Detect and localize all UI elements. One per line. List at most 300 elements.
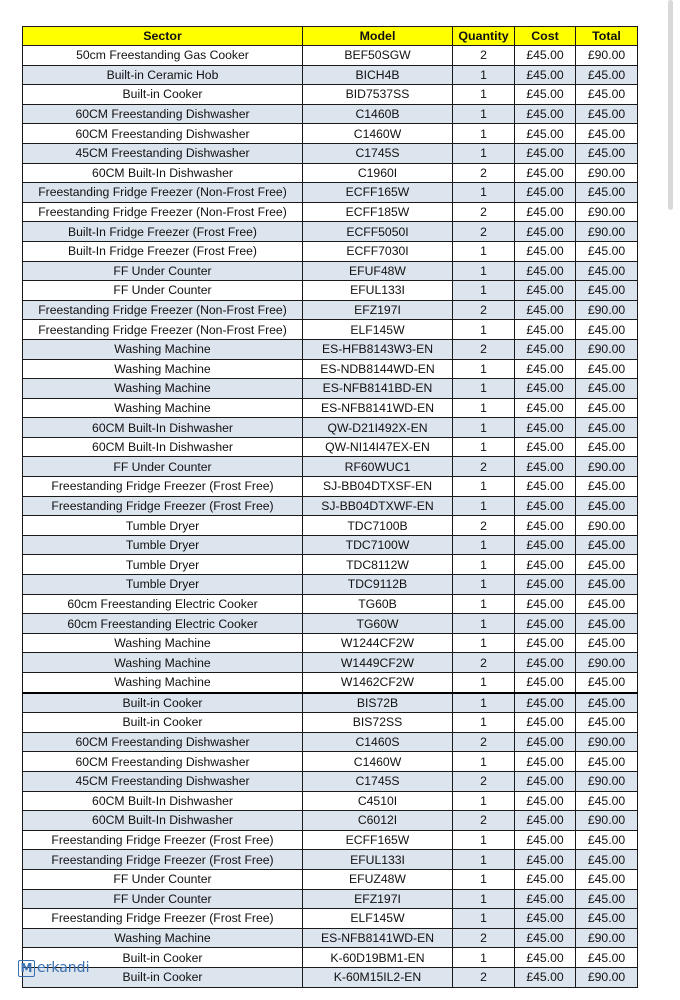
- cell-total: £45.00: [576, 713, 638, 733]
- inventory-table: [22, 26, 638, 988]
- table-row: [23, 633, 638, 653]
- cell-sector: Washing Machine: [23, 359, 303, 379]
- cell-total: £45.00: [576, 477, 638, 497]
- cell-quantity: 1: [453, 633, 515, 653]
- cell-sector: Washing Machine: [23, 928, 303, 948]
- cell-sector: Freestanding Fridge Freezer (Frost Free): [23, 830, 303, 850]
- cell-quantity: 2: [453, 928, 515, 948]
- cell-total: £45.00: [576, 575, 638, 595]
- cell-sector: Washing Machine: [23, 673, 303, 693]
- cell-model: ES-NFB8141BD-EN: [303, 379, 453, 399]
- table-row: [23, 143, 638, 163]
- cell-quantity: 1: [453, 869, 515, 889]
- table-row: [23, 713, 638, 733]
- table-row: [23, 535, 638, 555]
- cell-sector: 60CM Built-In Dishwasher: [23, 163, 303, 183]
- cell-cost: £45.00: [515, 222, 576, 242]
- cell-cost: £45.00: [515, 850, 576, 870]
- cell-total: £90.00: [576, 457, 638, 477]
- cell-sector: Washing Machine: [23, 379, 303, 399]
- table-row: [23, 379, 638, 399]
- table-row: [23, 575, 638, 595]
- cell-sector: Tumble Dryer: [23, 555, 303, 575]
- cell-cost: £45.00: [515, 791, 576, 811]
- cell-model: TDC7100W: [303, 535, 453, 555]
- table-row: [23, 811, 638, 831]
- table-row: [23, 104, 638, 124]
- cell-cost: £45.00: [515, 320, 576, 340]
- cell-cost: £45.00: [515, 575, 576, 595]
- cell-cost: £45.00: [515, 241, 576, 261]
- header-model: Model: [303, 27, 453, 46]
- cell-model: ECFF5050I: [303, 222, 453, 242]
- cell-cost: £45.00: [515, 594, 576, 614]
- cell-cost: £45.00: [515, 398, 576, 418]
- cell-model: K-60D19BM1-EN: [303, 948, 453, 968]
- table-row: [23, 398, 638, 418]
- cell-total: £90.00: [576, 811, 638, 831]
- cell-total: £90.00: [576, 732, 638, 752]
- table-row: [23, 124, 638, 144]
- cell-total: £45.00: [576, 830, 638, 850]
- cell-quantity: 1: [453, 555, 515, 575]
- header-total: Total: [576, 27, 638, 46]
- cell-quantity: 1: [453, 359, 515, 379]
- cell-total: £45.00: [576, 65, 638, 85]
- cell-total: £45.00: [576, 889, 638, 909]
- table-body: [23, 46, 638, 988]
- cell-total: £45.00: [576, 359, 638, 379]
- table-row: [23, 85, 638, 105]
- cell-sector: 60CM Built-In Dishwasher: [23, 437, 303, 457]
- cell-sector: FF Under Counter: [23, 869, 303, 889]
- cell-total: £90.00: [576, 516, 638, 536]
- cell-cost: £45.00: [515, 65, 576, 85]
- cell-quantity: 1: [453, 791, 515, 811]
- cell-quantity: 1: [453, 850, 515, 870]
- cell-model: BEF50SGW: [303, 46, 453, 66]
- cell-quantity: 2: [453, 732, 515, 752]
- cell-quantity: 1: [453, 535, 515, 555]
- cell-model: BID7537SS: [303, 85, 453, 105]
- cell-sector: Tumble Dryer: [23, 575, 303, 595]
- cell-quantity: 1: [453, 693, 515, 713]
- cell-cost: £45.00: [515, 359, 576, 379]
- cell-total: £45.00: [576, 124, 638, 144]
- table-row: [23, 202, 638, 222]
- cell-cost: £45.00: [515, 261, 576, 281]
- merkandi-watermark: [18, 958, 89, 978]
- cell-cost: £45.00: [515, 85, 576, 105]
- cell-model: EFZ197I: [303, 889, 453, 909]
- cell-model: C1460B: [303, 104, 453, 124]
- cell-total: £45.00: [576, 909, 638, 929]
- cell-quantity: 1: [453, 614, 515, 634]
- table-row: [23, 967, 638, 987]
- cell-sector: 60CM Built-In Dishwasher: [23, 791, 303, 811]
- cell-model: ECFF185W: [303, 202, 453, 222]
- table-row: [23, 359, 638, 379]
- cell-model: ES-NFB8141WD-EN: [303, 928, 453, 948]
- cell-total: £45.00: [576, 241, 638, 261]
- cell-sector: Freestanding Fridge Freezer (Frost Free): [23, 850, 303, 870]
- cell-total: £45.00: [576, 850, 638, 870]
- cell-quantity: 2: [453, 300, 515, 320]
- cell-sector: Built-In Fridge Freezer (Frost Free): [23, 222, 303, 242]
- cell-cost: £45.00: [515, 339, 576, 359]
- cell-cost: £45.00: [515, 457, 576, 477]
- cell-model: C1460W: [303, 752, 453, 772]
- cell-sector: 45CM Freestanding Dishwasher: [23, 771, 303, 791]
- cell-total: £45.00: [576, 143, 638, 163]
- cell-total: £45.00: [576, 535, 638, 555]
- cell-sector: Freestanding Fridge Freezer (Frost Free): [23, 496, 303, 516]
- cell-cost: £45.00: [515, 633, 576, 653]
- cell-model: TG60W: [303, 614, 453, 634]
- cell-cost: £45.00: [515, 124, 576, 144]
- cell-cost: £45.00: [515, 614, 576, 634]
- cell-model: QW-D21I492X-EN: [303, 418, 453, 438]
- cell-quantity: 1: [453, 124, 515, 144]
- cell-total: £45.00: [576, 261, 638, 281]
- cell-quantity: 1: [453, 496, 515, 516]
- cell-cost: £45.00: [515, 928, 576, 948]
- table-row: [23, 300, 638, 320]
- cell-cost: £45.00: [515, 889, 576, 909]
- cell-cost: £45.00: [515, 732, 576, 752]
- cell-cost: £45.00: [515, 477, 576, 497]
- cell-sector: 60cm Freestanding Electric Cooker: [23, 614, 303, 634]
- cell-sector: Freestanding Fridge Freezer (Non-Frost Free): [23, 320, 303, 340]
- table-row: [23, 555, 638, 575]
- cell-sector: 60CM Freestanding Dishwasher: [23, 752, 303, 772]
- cell-total: £90.00: [576, 46, 638, 66]
- cell-total: £45.00: [576, 418, 638, 438]
- cell-model: EFUF48W: [303, 261, 453, 281]
- table-row: [23, 457, 638, 477]
- cell-sector: Freestanding Fridge Freezer (Non-Frost Free): [23, 300, 303, 320]
- cell-quantity: 1: [453, 85, 515, 105]
- cell-total: £45.00: [576, 614, 638, 634]
- cell-total: £45.00: [576, 379, 638, 399]
- cell-cost: £45.00: [515, 555, 576, 575]
- table-row: [23, 281, 638, 301]
- table-row: [23, 222, 638, 242]
- cell-total: £45.00: [576, 281, 638, 301]
- cell-cost: £45.00: [515, 948, 576, 968]
- vertical-scrollbar[interactable]: [668, 0, 673, 210]
- cell-total: £45.00: [576, 320, 638, 340]
- cell-total: £45.00: [576, 633, 638, 653]
- cell-sector: Washing Machine: [23, 633, 303, 653]
- cell-cost: £45.00: [515, 46, 576, 66]
- cell-model: ECFF7030I: [303, 241, 453, 261]
- cell-total: £45.00: [576, 104, 638, 124]
- cell-sector: 50cm Freestanding Gas Cooker: [23, 46, 303, 66]
- cell-model: ES-HFB8143W3-EN: [303, 339, 453, 359]
- cell-total: £45.00: [576, 496, 638, 516]
- cell-cost: £45.00: [515, 909, 576, 929]
- cell-model: TDC9112B: [303, 575, 453, 595]
- table-row: [23, 771, 638, 791]
- cell-quantity: 1: [453, 241, 515, 261]
- cell-model: ECFF165W: [303, 183, 453, 203]
- table-row: [23, 320, 638, 340]
- cell-cost: £45.00: [515, 300, 576, 320]
- cell-model: C1960I: [303, 163, 453, 183]
- table-row: [23, 693, 638, 713]
- cell-quantity: 2: [453, 222, 515, 242]
- cell-total: £45.00: [576, 85, 638, 105]
- cell-model: SJ-BB04DTXWF-EN: [303, 496, 453, 516]
- cell-quantity: 1: [453, 673, 515, 693]
- cell-total: £45.00: [576, 437, 638, 457]
- cell-quantity: 1: [453, 752, 515, 772]
- cell-total: £45.00: [576, 594, 638, 614]
- cell-sector: FF Under Counter: [23, 281, 303, 301]
- cell-cost: £45.00: [515, 811, 576, 831]
- table-row: [23, 516, 638, 536]
- cell-cost: £45.00: [515, 693, 576, 713]
- merkandi-logo-icon: M: [18, 960, 35, 977]
- cell-model: C1745S: [303, 143, 453, 163]
- cell-model: ECFF165W: [303, 830, 453, 850]
- table-row: [23, 889, 638, 909]
- cell-quantity: 1: [453, 183, 515, 203]
- cell-sector: FF Under Counter: [23, 457, 303, 477]
- cell-sector: 60CM Freestanding Dishwasher: [23, 104, 303, 124]
- cell-cost: £45.00: [515, 830, 576, 850]
- cell-sector: FF Under Counter: [23, 261, 303, 281]
- cell-total: £90.00: [576, 339, 638, 359]
- cell-quantity: 1: [453, 909, 515, 929]
- cell-sector: Tumble Dryer: [23, 516, 303, 536]
- cell-cost: £45.00: [515, 752, 576, 772]
- cell-sector: Freestanding Fridge Freezer (Non-Frost Free): [23, 202, 303, 222]
- cell-model: TDC7100B: [303, 516, 453, 536]
- header-cost: Cost: [515, 27, 576, 46]
- watermark-text: erkandi: [37, 960, 90, 976]
- cell-cost: £45.00: [515, 202, 576, 222]
- cell-quantity: 1: [453, 889, 515, 909]
- cell-sector: Washing Machine: [23, 398, 303, 418]
- table-row: [23, 594, 638, 614]
- cell-model: W1462CF2W: [303, 673, 453, 693]
- cell-sector: Freestanding Fridge Freezer (Frost Free): [23, 909, 303, 929]
- header-sector: Sector: [23, 27, 303, 46]
- cell-model: W1449CF2W: [303, 653, 453, 673]
- table-row: [23, 418, 638, 438]
- cell-quantity: 2: [453, 46, 515, 66]
- table-row: [23, 850, 638, 870]
- cell-quantity: 1: [453, 104, 515, 124]
- cell-sector: Washing Machine: [23, 653, 303, 673]
- table-row: [23, 732, 638, 752]
- cell-model: C4510I: [303, 791, 453, 811]
- cell-cost: £45.00: [515, 869, 576, 889]
- table-row: [23, 653, 638, 673]
- cell-model: BICH4B: [303, 65, 453, 85]
- cell-sector: Built-in Cooker: [23, 967, 303, 987]
- cell-cost: £45.00: [515, 183, 576, 203]
- cell-sector: Built-in Cooker: [23, 948, 303, 968]
- cell-quantity: 2: [453, 163, 515, 183]
- cell-quantity: 1: [453, 143, 515, 163]
- table-row: [23, 437, 638, 457]
- table-row: [23, 752, 638, 772]
- cell-model: EFUL133I: [303, 281, 453, 301]
- cell-total: £90.00: [576, 163, 638, 183]
- cell-quantity: 1: [453, 65, 515, 85]
- cell-cost: £45.00: [515, 713, 576, 733]
- cell-sector: 60CM Built-In Dishwasher: [23, 811, 303, 831]
- cell-sector: 60CM Freestanding Dishwasher: [23, 732, 303, 752]
- cell-quantity: 1: [453, 261, 515, 281]
- cell-model: QW-NI14I47EX-EN: [303, 437, 453, 457]
- cell-quantity: 2: [453, 967, 515, 987]
- cell-model: C1745S: [303, 771, 453, 791]
- cell-quantity: 2: [453, 457, 515, 477]
- cell-model: EFUZ48W: [303, 869, 453, 889]
- cell-quantity: 1: [453, 830, 515, 850]
- cell-total: £90.00: [576, 967, 638, 987]
- cell-sector: Freestanding Fridge Freezer (Non-Frost Free): [23, 183, 303, 203]
- cell-quantity: 1: [453, 418, 515, 438]
- cell-cost: £45.00: [515, 418, 576, 438]
- cell-cost: £45.00: [515, 379, 576, 399]
- cell-quantity: 1: [453, 379, 515, 399]
- cell-model: BIS72SS: [303, 713, 453, 733]
- cell-cost: £45.00: [515, 104, 576, 124]
- cell-sector: 60CM Freestanding Dishwasher: [23, 124, 303, 144]
- cell-cost: £45.00: [515, 437, 576, 457]
- header-quantity: Quantity: [453, 27, 515, 46]
- cell-total: £45.00: [576, 673, 638, 693]
- cell-model: ES-NFB8141WD-EN: [303, 398, 453, 418]
- cell-sector: 45CM Freestanding Dishwasher: [23, 143, 303, 163]
- cell-total: £90.00: [576, 928, 638, 948]
- table-row: [23, 909, 638, 929]
- cell-sector: FF Under Counter: [23, 889, 303, 909]
- cell-model: BIS72B: [303, 693, 453, 713]
- cell-quantity: 2: [453, 771, 515, 791]
- cell-model: K-60M15IL2-EN: [303, 967, 453, 987]
- cell-quantity: 1: [453, 948, 515, 968]
- cell-cost: £45.00: [515, 143, 576, 163]
- cell-sector: Built-in Ceramic Hob: [23, 65, 303, 85]
- cell-quantity: 1: [453, 437, 515, 457]
- cell-quantity: 1: [453, 398, 515, 418]
- cell-total: £45.00: [576, 752, 638, 772]
- cell-cost: £45.00: [515, 496, 576, 516]
- cell-sector: Built-in Cooker: [23, 693, 303, 713]
- table-row: [23, 183, 638, 203]
- cell-model: EFUL133I: [303, 850, 453, 870]
- cell-total: £45.00: [576, 183, 638, 203]
- cell-model: TDC8112W: [303, 555, 453, 575]
- cell-model: ES-NDB8144WD-EN: [303, 359, 453, 379]
- table-row: [23, 65, 638, 85]
- cell-quantity: 1: [453, 320, 515, 340]
- cell-model: C6012I: [303, 811, 453, 831]
- cell-model: RF60WUC1: [303, 457, 453, 477]
- table-row: [23, 241, 638, 261]
- cell-quantity: 1: [453, 594, 515, 614]
- cell-quantity: 2: [453, 339, 515, 359]
- cell-cost: £45.00: [515, 281, 576, 301]
- cell-cost: £45.00: [515, 771, 576, 791]
- cell-cost: £45.00: [515, 673, 576, 693]
- table-row: [23, 477, 638, 497]
- cell-total: £45.00: [576, 555, 638, 575]
- cell-total: £90.00: [576, 653, 638, 673]
- cell-quantity: 2: [453, 202, 515, 222]
- cell-total: £90.00: [576, 300, 638, 320]
- cell-model: SJ-BB04DTXSF-EN: [303, 477, 453, 497]
- cell-model: ELF145W: [303, 909, 453, 929]
- cell-total: £45.00: [576, 693, 638, 713]
- cell-sector: Built-in Cooker: [23, 85, 303, 105]
- cell-cost: £45.00: [515, 163, 576, 183]
- cell-sector: 60CM Built-In Dishwasher: [23, 418, 303, 438]
- cell-total: £45.00: [576, 869, 638, 889]
- cell-cost: £45.00: [515, 516, 576, 536]
- cell-sector: 60cm Freestanding Electric Cooker: [23, 594, 303, 614]
- table-row: [23, 948, 638, 968]
- cell-quantity: 1: [453, 713, 515, 733]
- cell-model: EFZ197I: [303, 300, 453, 320]
- cell-cost: £45.00: [515, 653, 576, 673]
- cell-total: £90.00: [576, 202, 638, 222]
- cell-sector: Tumble Dryer: [23, 535, 303, 555]
- cell-quantity: 2: [453, 811, 515, 831]
- cell-total: £45.00: [576, 398, 638, 418]
- cell-total: £45.00: [576, 791, 638, 811]
- table-row: [23, 673, 638, 693]
- table-row: [23, 830, 638, 850]
- cell-cost: £45.00: [515, 535, 576, 555]
- table-row: [23, 46, 638, 66]
- cell-total: £90.00: [576, 222, 638, 242]
- cell-sector: Washing Machine: [23, 339, 303, 359]
- cell-model: TG60B: [303, 594, 453, 614]
- cell-total: £90.00: [576, 771, 638, 791]
- table-row: [23, 339, 638, 359]
- cell-quantity: 2: [453, 653, 515, 673]
- cell-model: W1244CF2W: [303, 633, 453, 653]
- table-row: [23, 869, 638, 889]
- cell-sector: Built-in Cooker: [23, 713, 303, 733]
- cell-quantity: 1: [453, 477, 515, 497]
- table-row: [23, 496, 638, 516]
- cell-model: C1460S: [303, 732, 453, 752]
- cell-cost: £45.00: [515, 967, 576, 987]
- header-row: [23, 27, 638, 46]
- cell-model: ELF145W: [303, 320, 453, 340]
- cell-total: £45.00: [576, 948, 638, 968]
- table-row: [23, 163, 638, 183]
- cell-sector: Freestanding Fridge Freezer (Frost Free): [23, 477, 303, 497]
- cell-quantity: 2: [453, 516, 515, 536]
- table-row: [23, 614, 638, 634]
- table-row: [23, 928, 638, 948]
- table-row: [23, 791, 638, 811]
- cell-model: C1460W: [303, 124, 453, 144]
- cell-quantity: 1: [453, 575, 515, 595]
- table-row: [23, 261, 638, 281]
- cell-sector: Built-In Fridge Freezer (Frost Free): [23, 241, 303, 261]
- cell-quantity: 1: [453, 281, 515, 301]
